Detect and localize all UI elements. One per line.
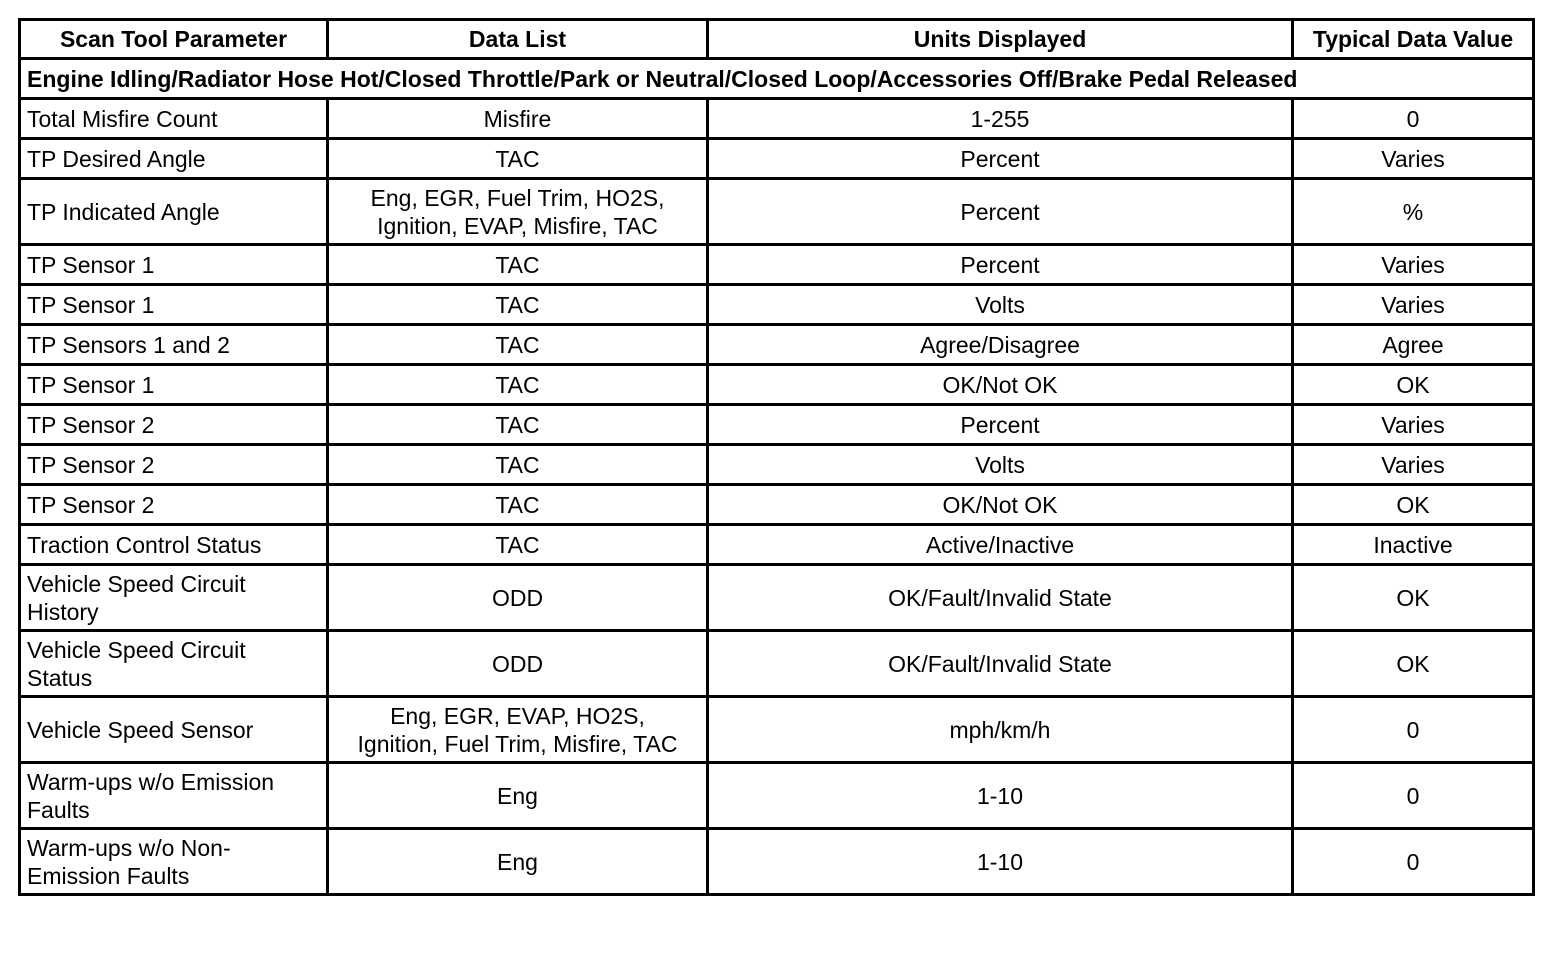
cell-data-list-line: TAC xyxy=(495,371,540,398)
cell-units-displayed: Percent xyxy=(708,179,1293,245)
cell-data-list xyxy=(328,245,708,285)
cell-scan-tool-parameter xyxy=(20,485,328,525)
cell-typical-data-value: 0 xyxy=(1293,697,1534,763)
cell-scan-tool-parameter xyxy=(20,763,328,829)
header-typical-data-value: Typical Data Value xyxy=(1293,20,1534,59)
cell-typical-data-value: Agree xyxy=(1293,325,1534,365)
header-data-list: Data List xyxy=(328,20,708,59)
cell-scan-tool-parameter-line: Total Misfire Count xyxy=(27,105,218,132)
cell-scan-tool-parameter-line: Warm-ups w/o Non- xyxy=(27,834,231,861)
cell-data-list-line: Ignition, Fuel Trim, Misfire, TAC xyxy=(357,730,678,757)
cell-units-displayed: Active/Inactive xyxy=(708,525,1293,565)
cell-scan-tool-parameter-line: Vehicle Speed Circuit xyxy=(27,570,246,597)
table-row xyxy=(20,829,1534,895)
cell-typical-data-value: % xyxy=(1293,179,1534,245)
cell-typical-data-value: Varies xyxy=(1293,139,1534,179)
table-row xyxy=(20,697,1534,763)
table-row xyxy=(20,405,1534,445)
table-row xyxy=(20,763,1534,829)
cell-typical-data-value: 0 xyxy=(1293,829,1534,895)
cell-scan-tool-parameter xyxy=(20,285,328,325)
cell-typical-data-value: Varies xyxy=(1293,445,1534,485)
cell-data-list-line: Eng, EGR, Fuel Trim, HO2S, xyxy=(370,184,665,211)
table-row xyxy=(20,445,1534,485)
cell-data-list xyxy=(328,445,708,485)
cell-scan-tool-parameter xyxy=(20,525,328,565)
cell-data-list xyxy=(328,325,708,365)
cell-scan-tool-parameter xyxy=(20,829,328,895)
cell-scan-tool-parameter xyxy=(20,99,328,139)
cell-data-list-line: TAC xyxy=(495,291,540,318)
cell-data-list-line: TAC xyxy=(495,531,540,558)
cell-data-list-line: ODD xyxy=(491,650,544,677)
cell-data-list xyxy=(328,697,708,763)
table-row xyxy=(20,631,1534,697)
cell-data-list-line: TAC xyxy=(495,331,540,358)
cell-scan-tool-parameter xyxy=(20,139,328,179)
cell-data-list xyxy=(328,763,708,829)
cell-units-displayed: Percent xyxy=(708,139,1293,179)
table-row xyxy=(20,485,1534,525)
cell-data-list-line: TAC xyxy=(495,145,540,172)
cell-data-list-line: Eng, EGR, EVAP, HO2S, xyxy=(390,702,645,729)
cell-data-list xyxy=(328,365,708,405)
cell-data-list xyxy=(328,525,708,565)
cell-typical-data-value: Varies xyxy=(1293,245,1534,285)
cell-data-list xyxy=(328,631,708,697)
cell-data-list xyxy=(328,99,708,139)
cell-scan-tool-parameter-line: Vehicle Speed Circuit xyxy=(27,636,246,663)
cell-typical-data-value: OK xyxy=(1293,485,1534,525)
cell-units-displayed: 1-10 xyxy=(708,829,1293,895)
cell-scan-tool-parameter xyxy=(20,179,328,245)
cell-data-list xyxy=(328,179,708,245)
cell-data-list-line: Ignition, EVAP, Misfire, TAC xyxy=(377,212,658,239)
cell-data-list xyxy=(328,829,708,895)
cell-data-list-line: TAC xyxy=(495,411,540,438)
cell-scan-tool-parameter-line: Vehicle Speed Sensor xyxy=(27,716,254,743)
cell-units-displayed: 1-10 xyxy=(708,763,1293,829)
cell-scan-tool-parameter xyxy=(20,405,328,445)
cell-typical-data-value: Varies xyxy=(1293,405,1534,445)
cell-data-list-line: TAC xyxy=(495,251,540,278)
table-row xyxy=(20,139,1534,179)
cell-scan-tool-parameter-line: Status xyxy=(27,664,93,691)
header-scan-tool-parameter: Scan Tool Parameter xyxy=(20,20,328,59)
operating-condition: Engine Idling/Radiator Hose Hot/Closed Throttle/Park or Neutral/Closed Loop/Accessories Off/Brake Pedal Released xyxy=(20,59,1534,99)
cell-typical-data-value: 0 xyxy=(1293,99,1534,139)
table-row xyxy=(20,99,1534,139)
cell-scan-tool-parameter-line: TP Sensors 1 and 2 xyxy=(27,331,230,358)
cell-scan-tool-parameter-line: Traction Control Status xyxy=(27,531,262,558)
cell-scan-tool-parameter-line: TP Desired Angle xyxy=(27,145,206,172)
cell-scan-tool-parameter-line: TP Sensor 1 xyxy=(27,291,155,318)
header-row xyxy=(20,20,1534,59)
cell-units-displayed: Volts xyxy=(708,445,1293,485)
cell-data-list xyxy=(328,565,708,631)
cell-scan-tool-parameter xyxy=(20,565,328,631)
cell-units-displayed: Percent xyxy=(708,245,1293,285)
cell-data-list-line: TAC xyxy=(495,491,540,518)
cell-units-displayed: 1-255 xyxy=(708,99,1293,139)
cell-scan-tool-parameter-line: Warm-ups w/o Emission xyxy=(27,768,275,795)
cell-scan-tool-parameter xyxy=(20,365,328,405)
cell-units-displayed: OK/Not OK xyxy=(708,365,1293,405)
cell-typical-data-value: OK xyxy=(1293,631,1534,697)
cell-typical-data-value: OK xyxy=(1293,365,1534,405)
cell-units-displayed: OK/Fault/Invalid State xyxy=(708,565,1293,631)
cell-data-list-line: Misfire xyxy=(483,105,552,132)
cell-scan-tool-parameter-line: TP Sensor 2 xyxy=(27,491,155,518)
cell-scan-tool-parameter-line: Faults xyxy=(27,796,90,823)
cell-data-list-line: ODD xyxy=(491,584,544,611)
table-row xyxy=(20,525,1534,565)
cell-scan-tool-parameter-line: TP Sensor 1 xyxy=(27,371,155,398)
cell-units-displayed: OK/Not OK xyxy=(708,485,1293,525)
cell-scan-tool-parameter xyxy=(20,697,328,763)
table-row xyxy=(20,365,1534,405)
cell-scan-tool-parameter xyxy=(20,245,328,285)
cell-units-displayed: OK/Fault/Invalid State xyxy=(708,631,1293,697)
cell-scan-tool-parameter-line: History xyxy=(27,598,99,625)
cell-data-list-line: Eng xyxy=(497,782,538,809)
cell-data-list-line: Eng xyxy=(497,848,538,875)
cell-scan-tool-parameter-line: Emission Faults xyxy=(27,862,190,889)
cell-scan-tool-parameter-line: TP Indicated Angle xyxy=(27,198,220,225)
cell-data-list xyxy=(328,285,708,325)
cell-typical-data-value: Varies xyxy=(1293,285,1534,325)
cell-data-list-line: TAC xyxy=(495,451,540,478)
cell-typical-data-value: 0 xyxy=(1293,763,1534,829)
cell-data-list xyxy=(328,405,708,445)
table-row xyxy=(20,285,1534,325)
table-row xyxy=(20,179,1534,245)
cell-scan-tool-parameter-line: TP Sensor 2 xyxy=(27,451,155,478)
cell-typical-data-value: OK xyxy=(1293,565,1534,631)
table-row xyxy=(20,565,1534,631)
scan-tool-data-table xyxy=(18,18,1535,896)
table-body xyxy=(20,59,1534,895)
cell-data-list xyxy=(328,485,708,525)
condition-row xyxy=(20,59,1534,99)
cell-scan-tool-parameter-line: TP Sensor 2 xyxy=(27,411,155,438)
cell-units-displayed: mph/km/h xyxy=(708,697,1293,763)
cell-data-list xyxy=(328,139,708,179)
cell-units-displayed: Volts xyxy=(708,285,1293,325)
header-units-displayed: Units Displayed xyxy=(708,20,1293,59)
cell-units-displayed: Percent xyxy=(708,405,1293,445)
cell-typical-data-value: Inactive xyxy=(1293,525,1534,565)
cell-scan-tool-parameter-line: TP Sensor 1 xyxy=(27,251,155,278)
table-row xyxy=(20,245,1534,285)
cell-scan-tool-parameter xyxy=(20,631,328,697)
cell-units-displayed: Agree/Disagree xyxy=(708,325,1293,365)
cell-scan-tool-parameter xyxy=(20,445,328,485)
table-row xyxy=(20,325,1534,365)
cell-scan-tool-parameter xyxy=(20,325,328,365)
